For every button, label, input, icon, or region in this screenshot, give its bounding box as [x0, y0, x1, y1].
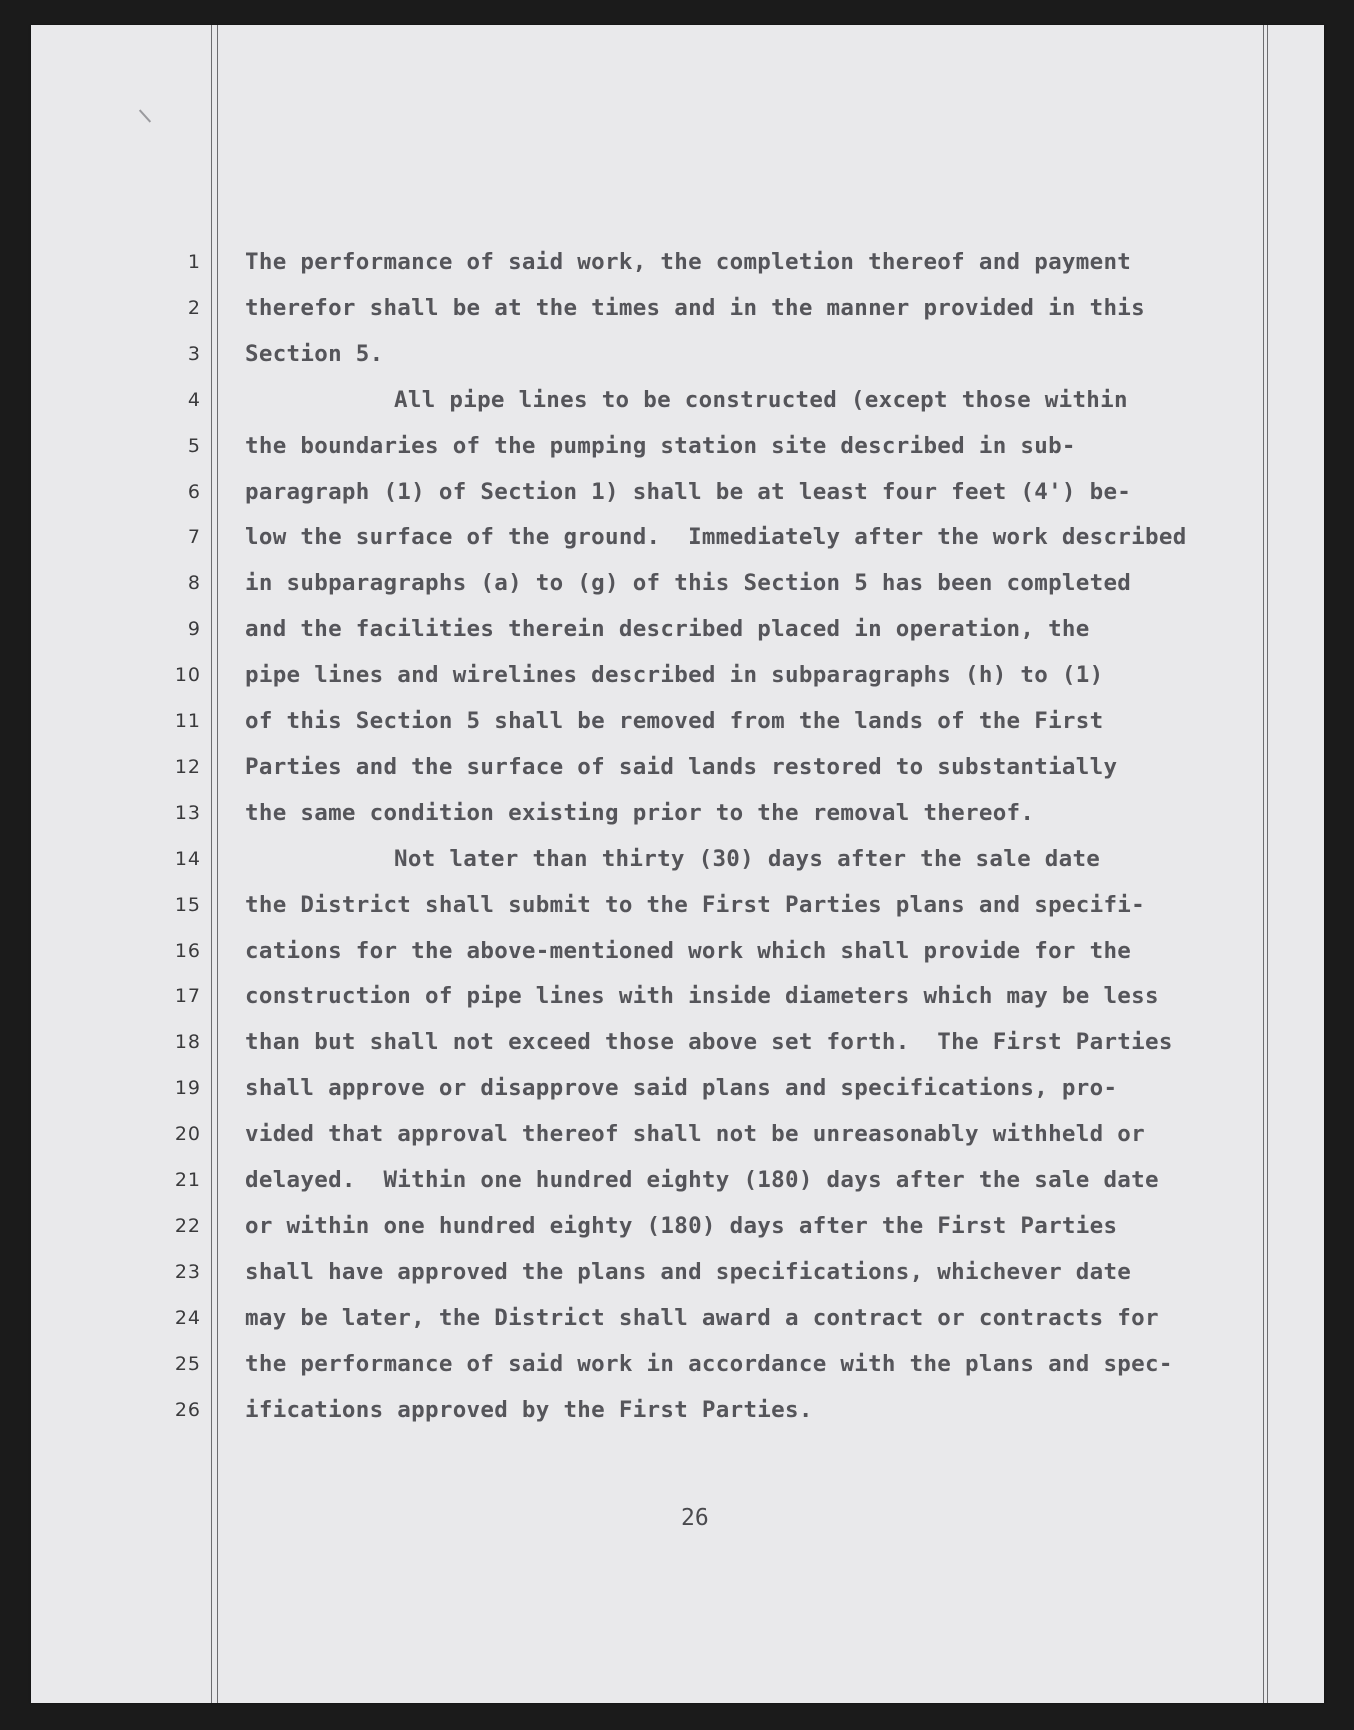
line-number: 21	[174, 1169, 201, 1191]
text-line: shall approve or disapprove said plans and specifications, pro-	[245, 1075, 1118, 1102]
page-number: 26	[681, 1505, 709, 1531]
text-line: The performance of said work, the completion thereof and payment	[245, 249, 1132, 275]
right-margin-rule-outer	[1267, 25, 1268, 1703]
left-margin-rule-inner	[217, 25, 218, 1703]
line-number: 12	[174, 755, 201, 778]
right-margin-rule	[1263, 25, 1264, 1703]
line-number: 1	[187, 251, 201, 273]
line-number: 9	[187, 618, 201, 641]
paper-mark	[139, 109, 151, 122]
text-line: than but shall not exceed those above set forth. The First Parties	[245, 1029, 1173, 1056]
text-line: pipe lines and wirelines described in subparagraphs (h) to (1)	[245, 662, 1104, 689]
text-line: Section 5.	[245, 340, 384, 367]
text-line: the same condition existing prior to the removal thereof.	[245, 799, 1035, 826]
line-number: 17	[174, 985, 201, 1008]
line-number: 19	[174, 1077, 201, 1100]
line-number: 7	[187, 526, 201, 549]
text-line: therefor shall be at the times and in the manner provided in this	[245, 294, 1145, 321]
line-number: 18	[174, 1031, 201, 1054]
text-line: of this Section 5 shall be removed from the lands of the First	[245, 708, 1104, 734]
text-line: vided that approval thereof shall not be unreasonably withheld or	[245, 1121, 1145, 1148]
line-number: 15	[174, 893, 201, 916]
text-line: paragraph (1) of Section 1) shall be at least four feet (4') be-	[245, 478, 1132, 505]
line-number: 16	[174, 939, 201, 962]
line-number: 5	[187, 434, 201, 457]
text-line: Parties and the surface of said lands restored to substantially	[245, 753, 1118, 780]
line-number: 26	[174, 1398, 201, 1421]
line-number: 10	[174, 664, 201, 687]
text-line: delayed. Within one hundred eighty (180) days after the sale date	[245, 1167, 1159, 1193]
document-page	[31, 25, 1324, 1703]
text-line: the District shall submit to the First Parties plans and specifi-	[245, 891, 1145, 918]
text-line: in subparagraphs (a) to (g) of this Section 5 has been completed	[245, 570, 1132, 597]
line-number: 20	[174, 1123, 201, 1146]
text-line: and the facilities therein described placed in operation, the	[245, 616, 1090, 643]
line-number: 11	[174, 710, 201, 732]
text-line: All pipe lines to be constructed (except those within	[394, 386, 1128, 413]
line-number: 24	[174, 1306, 201, 1329]
text-line: the performance of said work in accordance with the plans and spec-	[245, 1350, 1173, 1377]
line-number: 4	[187, 388, 201, 411]
text-line: Not later than thirty (30) days after the sale date	[394, 845, 1101, 872]
line-number: 3	[187, 342, 201, 365]
text-line: ifications approved by the First Parties.	[245, 1396, 813, 1423]
text-line: shall have approved the plans and specifications, whichever date	[245, 1258, 1132, 1285]
line-number: 6	[187, 480, 201, 503]
line-number: 22	[174, 1214, 201, 1237]
line-number: 23	[174, 1260, 201, 1283]
text-line: may be later, the District shall award a contract or contracts for	[245, 1304, 1159, 1331]
text-line: low the surface of the ground. Immediately after the work described	[245, 524, 1187, 551]
text-line: cations for the above-mentioned work which shall provide for the	[245, 937, 1132, 964]
left-margin-rule	[211, 25, 212, 1703]
line-number: 13	[174, 801, 201, 824]
text-line: or within one hundred eighty (180) days after the First Parties	[245, 1212, 1118, 1239]
line-number: 8	[187, 572, 201, 595]
line-number: 2	[187, 296, 201, 319]
line-number: 14	[174, 847, 201, 870]
text-line: construction of pipe lines with inside diameters which may be less	[245, 983, 1159, 1010]
text-line: the boundaries of the pumping station site described in sub-	[245, 432, 1076, 459]
line-number: 25	[174, 1352, 201, 1375]
